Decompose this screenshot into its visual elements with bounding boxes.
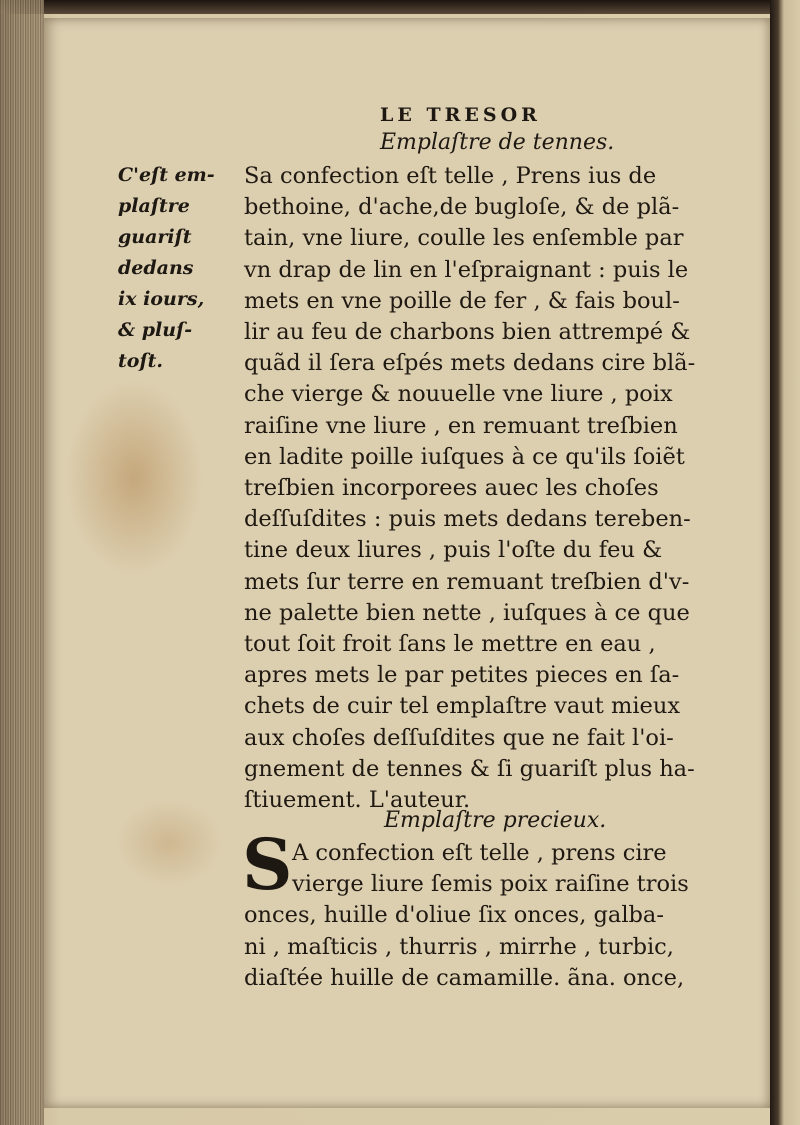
- facing-page-edge: [770, 0, 800, 1125]
- text-line: ne palette bien nette , iuſques à ce que: [244, 599, 690, 626]
- text-line: aux choſes deſſuſdites que ne fait l'oi-: [244, 724, 674, 751]
- text-line: raiſine vne liure , en remuant treſbien: [244, 412, 678, 439]
- text-line: tain, vne liure, coulle les enſemble par: [244, 225, 684, 252]
- margin-note-line: plaſtre: [118, 195, 190, 217]
- running-header: LE TRESOR: [380, 104, 541, 126]
- text-line: Sa confection eſt telle , Prens ius de: [244, 163, 657, 189]
- margin-note-line: & pluſ-: [118, 319, 193, 341]
- text-line: diaſtée huille de camamille. ãna. once,: [244, 964, 685, 991]
- margin-note-line: guariſt: [118, 226, 192, 248]
- margin-note-line: C'eſt em-: [118, 164, 215, 186]
- margin-note-line: dedans: [118, 257, 194, 279]
- page-edges-left: [0, 0, 44, 1125]
- text-line: treſbien incorporees auec les choſes: [244, 475, 659, 502]
- text-line: lir au feu de charbons bien attrempé &: [244, 319, 691, 346]
- drop-cap: S: [242, 823, 293, 906]
- text-line: tout ſoit froit ſans le mettre en eau ,: [244, 631, 656, 658]
- text-line: vn drap de lin en l'eſpraignant : puis le: [244, 256, 689, 283]
- section-title: Emplaſtre precieux.: [384, 808, 607, 833]
- water-stain: [64, 378, 204, 578]
- text-line: che vierge & nouuelle vne liure , poix: [244, 381, 673, 408]
- text-line: gnement de tennes & ſi guariſt plus ha-: [244, 755, 695, 782]
- text-line: ni , maſticis , thurris , mirrhe , turbic,: [244, 933, 674, 960]
- text-line: quãd il ſera eſpés mets dedans cire blã-: [244, 350, 696, 377]
- text-line: chets de cuir tel emplaſtre vaut mieux: [244, 693, 681, 720]
- text-line: bethoine, d'ache,de bugloſe, & de plã-: [244, 194, 680, 221]
- text-line: onces, huille d'oliue ſix onces, galba-: [244, 902, 664, 929]
- text-line: vierge liure ſemis poix raiſine trois: [292, 871, 689, 898]
- section-title: Emplaſtre de tennes.: [380, 130, 615, 155]
- text-line: mets ſur terre en remuant treſbien d'v-: [244, 568, 690, 595]
- text-line: mets en vne poille de fer , & fais boul-: [244, 287, 680, 314]
- text-line: en ladite poille iuſques à ce qu'ils ſoiẽt: [244, 443, 685, 470]
- margin-note-line: ix iours,: [118, 288, 205, 310]
- text-line: apres mets le par petites pieces en ſa-: [244, 662, 680, 689]
- body-paragraph: [244, 161, 740, 816]
- book-top-edge: [0, 0, 800, 14]
- margin-note-line: toſt.: [118, 350, 164, 372]
- margin-note: [118, 160, 228, 377]
- text-line: A confection eſt telle , prens cire: [292, 840, 667, 866]
- text-line: deſſuſdites : puis mets dedans tereben-: [244, 506, 691, 533]
- body-paragraph: [244, 838, 740, 994]
- text-line: tine deux liures , puis l'oſte du feu &: [244, 537, 663, 564]
- text-line: ſtiuement. L'auteur.: [244, 787, 471, 814]
- water-stain: [114, 798, 224, 888]
